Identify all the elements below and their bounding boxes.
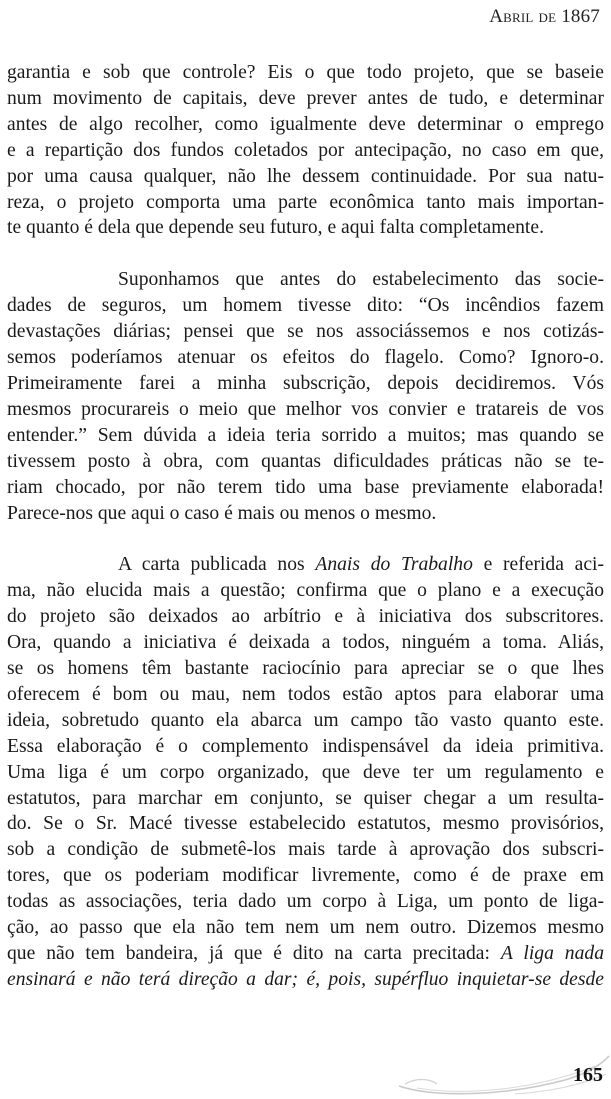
text-line: tores, que os poderiam modificar livremente, como é de praxe em [7,865,604,887]
text-line: Essa elaboração é o complemento indispensável da ideia primitiva. [7,735,604,757]
paragraph-gap [7,526,604,552]
text-line [7,552,604,578]
publication-title: Anais do Trabalho [315,554,473,576]
text-line: antes de algo recolher, como igualmente deve determinar o emprego [7,113,604,135]
text-line [7,967,604,993]
text-line: reza, o projeto comporta uma parte econômica tanto mais importan- [7,191,604,213]
quoted-text: ensinará e não terá direção a dar; é, pois, supérfluo inquietar-se desde [7,968,604,990]
paragraph-2 [7,267,604,526]
text-line: se os homens têm bastante raciocínio para apreciar se o que lhes [7,658,604,680]
text-line: ideia, sobretudo quanto ela abarca um campo tão vasto quanto este. [7,709,604,731]
text-run: que não tem bandeira, já que é dito na carta precitada: [7,943,501,964]
text-line: do projeto são deixados ao arbítrio e à iniciativa dos subscritores. [7,606,604,628]
running-head-text: Abril de 1867 [489,6,600,27]
text-line: Ora, quando a iniciativa é deixada a todos, ninguém a toma. Aliás, [7,632,604,654]
text-run: e referida aci- [472,554,604,576]
text-line: entender.” Sem dúvida a ideia teria sorrido a muitos; mas quando se [7,424,604,446]
text-line: semos poderíamos atenuar os efeitos do flagelo. Como? Ignoro-o. [7,347,604,369]
running-head [489,6,600,28]
text-line: Primeiramente farei a minha subscrição, depois decidiremos. Vós [7,372,604,394]
text-line: Uma liga é um corpo organizado, que deve ter um regulamento e [7,761,604,783]
text-line: do. Se o Sr. Macé tivesse estabelecido estatutos, mesmo provisórios, [7,813,604,835]
text-line: oferecem é bom ou mau, nem todos estão aptos para elaborar uma [7,683,604,705]
text-line: todas as associações, teria dado um corpo à Liga, um ponto de liga- [7,891,604,913]
text-line: sob a condição de submetê-los mais tarde à aprovação dos subscri- [7,839,604,861]
text-line: Parece-nos que aqui o caso é mais ou menos o mesmo. [7,502,437,524]
text-line [7,941,604,967]
text-line: ção, ao passo que ela não tem nem um nem outro. Dizemos mesmo [7,917,604,939]
text-line: ma, não elucida mais a questão; confirma que o plano e a execução [7,580,604,602]
quoted-text: A liga nada [500,943,604,964]
text-line: por uma causa qualquer, não lhe dessem continuidade. Por sua natu- [7,165,604,187]
text-line: riam chocado, por não terem tido uma base previamente elaborada! [7,476,604,498]
text-line: mesmos procurareis o meio que melhor vos convier e tratareis de vos [7,398,604,420]
text-run: A carta publicada nos [118,554,316,576]
body-text [7,60,604,993]
text-line: Suponhamos que antes do estabelecimento das socie- [118,269,604,291]
text-line: te quanto é dela que depende seu futuro, e aqui falta completamente. [7,217,544,239]
paragraph-1 [7,60,604,241]
text-line: estatutos, para marchar em conjunto, se quiser chegar a um resulta- [7,787,604,809]
page-number: 165 [573,1064,603,1086]
text-line: garantia e sob que controle? Eis o que todo projeto, que se baseie [7,62,604,83]
text-line: devastações diárias; pensei que se nos associássemos e nos cotizás- [7,321,604,343]
text-line: dades de seguros, um homem tivesse dito: “Os incêndios fazem [7,295,604,317]
text-line: e a repartição dos fundos coletados por antecipação, no caso em que, [7,139,604,161]
text-line: num movimento de capitais, deve prever antes de tudo, e determinar [7,87,604,109]
paragraph-3 [7,552,604,992]
text-line: tivessem posto à obra, com quantas dificuldades práticas não se te- [7,450,604,472]
paragraph-gap [7,241,604,267]
